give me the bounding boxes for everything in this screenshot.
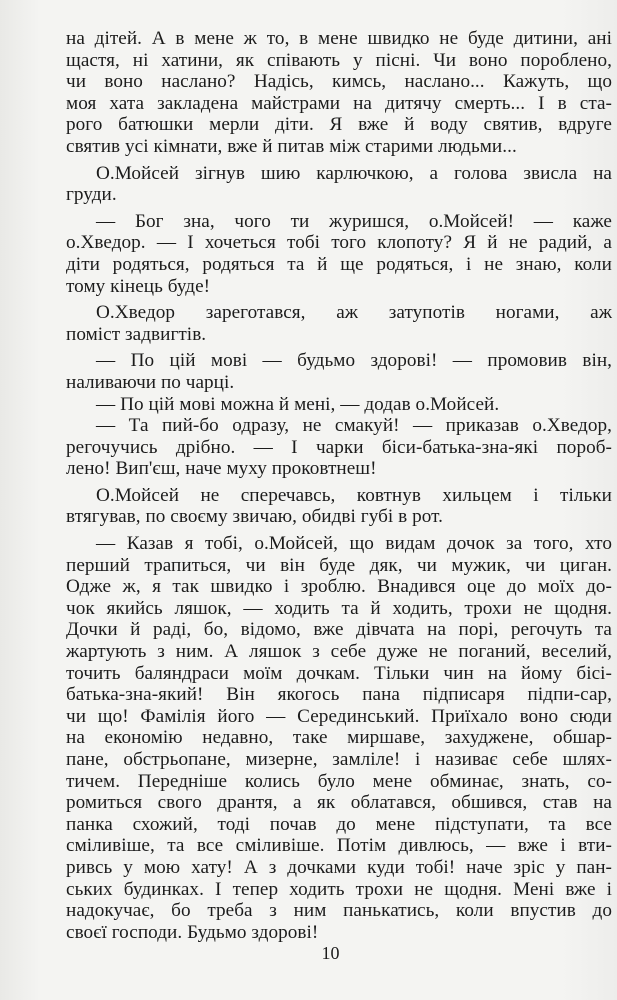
text-line: на економію недавно, таке миршаве, захуджене, обшар- — [66, 727, 612, 749]
text-line: жартують з ним. А ляшок з себе дуже не поганий, веселий, — [66, 641, 612, 663]
text-line: Дочки й раді, бо, відомо, вже дівчата на порі, регочуть та — [66, 619, 612, 641]
body-text — [66, 28, 612, 943]
text-line: діти родяться, родяться та й ще родяться, і не знаю, коли — [66, 253, 612, 275]
text-line: ривсь у мою хату! А з дочками куди тобі! наче зріс у пан- — [66, 856, 612, 878]
text-line: чи що! Фамілія його — Серединський. Приїхало воно сюди — [66, 705, 612, 727]
text-line: щастя, ні хатини, як співають у пісні. Чи воно пороблено, — [66, 49, 612, 71]
text-line: пане, обстрьопане, мизерне, замліле! і називає себе шлях- — [66, 749, 612, 770]
text-line: втягував, по своєму звичаю, обидві губі в рот. — [66, 506, 443, 528]
text-line: поміст задвигтів. — [66, 323, 207, 345]
text-line: регочучись дрібно. — І чарки біси-батька-зна-які пороб- — [66, 436, 612, 458]
text-line: сміливіше, та все сміливіше. Потім дивлюсь, — вже і вти- — [66, 835, 612, 857]
text-line: святив усі кімнати, вже й питав між старими людьми... — [66, 135, 517, 157]
text-line: лено! Вип'єш, наче муху проковтнеш! — [66, 458, 377, 480]
text-line: о.Хведор. — І хочеться тобі того клопоту? Я й не радий, а — [66, 232, 612, 254]
text-line: О.Мойсей зігнув шию карлючкою, а голова звисла на — [96, 162, 612, 184]
text-line: — Казав я тобі, о.Мойсей, що видам дочок за того, хто — [96, 533, 612, 555]
text-line: моя хата закладена майстрами на дитячу смерть... І в ста- — [66, 92, 612, 114]
text-line: наливаючи по чарці. — [66, 371, 235, 393]
text-line: — По цій мові — будьмо здорові! — промовив він, — [96, 350, 612, 372]
text-line: — По цій мові можна й мені, — додав о.Мойсей. — [96, 393, 500, 415]
text-line: рого батюшки мерли діти. Я вже й воду святив, вдруге — [66, 114, 612, 136]
text-line: О.Мойсей не сперечавсь, ковтнув хильцем і тільки — [96, 484, 612, 506]
text-line: груди. — [66, 184, 117, 206]
text-line: Одже ж, я так швидко і зроблю. Внадився оце до моїх до- — [66, 576, 612, 598]
text-line: чок якийсь ляшок, — ходить та й ходить, трохи не щодня. — [66, 597, 612, 619]
text-line: точить баляндраси моїм дочкам. Тільки чин на йому бісі- — [66, 662, 612, 684]
text-line: ромиться свого дрантя, а як облатався, обшився, став на — [66, 792, 612, 814]
text-line: тичем. Передніше колись було мене обминає, знать, со- — [66, 770, 612, 792]
text-line: на дітей. А в мене ж то, в мене швидко не буде дитини, ані — [66, 28, 612, 49]
text-line: чи воно наслано? Надісь, кимсь, наслано... Кажуть, що — [66, 71, 612, 93]
text-line: надокучає, бо треба з ним панькатись, коли впустив до — [66, 900, 612, 922]
text-line: О.Хведор зареготався, аж затупотів ногами, аж — [96, 302, 612, 324]
text-line: — Та пий-бо одразу, не смакуй! — приказав о.Хведор, — [96, 415, 612, 437]
text-line: своєї господи. Будьмо здорові! — [66, 921, 319, 943]
page-number: 10 — [321, 943, 340, 963]
text-line: — Бог зна, чого ти журишся, о.Мойсей! — каже — [96, 210, 612, 232]
text-line: ських будинках. І тепер ходить трохи не щодня. Мені вже і — [66, 878, 612, 900]
text-line: батька-зна-який! Він якогось пана підписаря підпи-сар, — [66, 684, 612, 706]
text-line: перший трапиться, чи він буде дяк, чи мужик, чи циган. — [66, 554, 612, 576]
text-line: тому кінець буде! — [66, 275, 211, 297]
text-line: панка схожий, тоді почав до мене підступати, та все — [66, 813, 612, 835]
